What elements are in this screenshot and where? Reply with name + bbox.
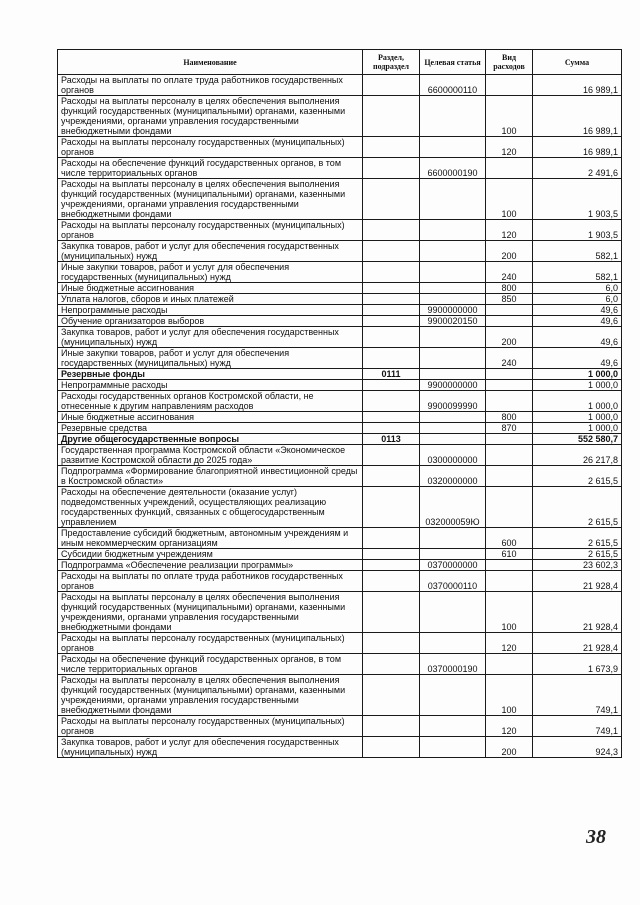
table-row	[58, 528, 622, 549]
cell-name: Расходы на выплаты персоналу в целях обеспечения выполнения функций государственных (муниципальными) органами, казенными учреждениями, органами управления государственными внебюджетными фондами	[58, 179, 363, 220]
cell-purpose: 0370000110	[420, 571, 486, 592]
table-row	[58, 262, 622, 283]
header-amount: Сумма	[533, 50, 622, 75]
table-row	[58, 560, 622, 571]
cell-amount: 6,0	[533, 283, 622, 294]
cell-purpose	[420, 716, 486, 737]
cell-name: Расходы на выплаты персоналу государственных (муниципальных) органов	[58, 716, 363, 737]
cell-type: 100	[486, 592, 533, 633]
cell-purpose: 6600000110	[420, 75, 486, 96]
cell-section	[363, 528, 420, 549]
cell-amount: 1 000,0	[533, 412, 622, 423]
cell-section	[363, 654, 420, 675]
cell-name: Иные бюджетные ассигнования	[58, 412, 363, 423]
cell-section	[363, 179, 420, 220]
cell-name: Субсидии бюджетным учреждениям	[58, 549, 363, 560]
cell-section	[363, 560, 420, 571]
cell-type: 600	[486, 528, 533, 549]
cell-amount: 21 928,4	[533, 633, 622, 654]
cell-amount: 21 928,4	[533, 571, 622, 592]
table-row	[58, 369, 622, 380]
cell-name: Государственная программа Костромской области «Экономическое развитие Костромской области до 2025 года»	[58, 445, 363, 466]
cell-name: Расходы на обеспечение функций государственных органов, в том числе территориальных органов	[58, 158, 363, 179]
header-purpose: Целевая статья	[420, 50, 486, 75]
cell-purpose	[420, 434, 486, 445]
cell-amount: 2 615,5	[533, 466, 622, 487]
cell-name: Закупка товаров, работ и услуг для обеспечения государственных (муниципальных) нужд	[58, 241, 363, 262]
cell-name: Иные закупки товаров, работ и услуг для обеспечения государственных (муниципальных) нужд	[58, 348, 363, 369]
cell-type: 100	[486, 179, 533, 220]
cell-name: Расходы государственных органов Костромской области, не отнесенные к другим направлениям расходов	[58, 391, 363, 412]
cell-purpose	[420, 675, 486, 716]
table-row	[58, 96, 622, 137]
cell-amount: 749,1	[533, 675, 622, 716]
cell-purpose: 9900099990	[420, 391, 486, 412]
cell-type	[486, 158, 533, 179]
cell-name: Иные бюджетные ассигнования	[58, 283, 363, 294]
cell-amount: 16 989,1	[533, 96, 622, 137]
cell-name: Расходы на обеспечение функций государственных органов, в том числе территориальных органов	[58, 654, 363, 675]
cell-name: Другие общегосударственные вопросы	[58, 434, 363, 445]
cell-name: Уплата налогов, сборов и иных платежей	[58, 294, 363, 305]
table-row	[58, 391, 622, 412]
cell-section	[363, 241, 420, 262]
cell-name: Предоставление субсидий бюджетным, автономным учреждениям и иным некоммерческим организациям	[58, 528, 363, 549]
cell-section	[363, 412, 420, 423]
cell-type: 800	[486, 283, 533, 294]
table-row	[58, 179, 622, 220]
table-row	[58, 220, 622, 241]
cell-purpose: 0370000000	[420, 560, 486, 571]
cell-purpose: 032000059Ю	[420, 487, 486, 528]
cell-section	[363, 487, 420, 528]
table-row	[58, 412, 622, 423]
cell-purpose	[420, 220, 486, 241]
cell-amount: 1 000,0	[533, 369, 622, 380]
cell-name: Непрограммные расходы	[58, 305, 363, 316]
table-row	[58, 327, 622, 348]
table-row	[58, 283, 622, 294]
cell-amount: 6,0	[533, 294, 622, 305]
cell-type	[486, 434, 533, 445]
table-row	[58, 654, 622, 675]
table-header-row	[58, 50, 622, 75]
cell-purpose	[420, 348, 486, 369]
cell-name: Обучение организаторов выборов	[58, 316, 363, 327]
cell-type: 610	[486, 549, 533, 560]
table-row	[58, 633, 622, 654]
cell-section	[363, 716, 420, 737]
cell-type: 240	[486, 262, 533, 283]
cell-type: 200	[486, 241, 533, 262]
cell-type: 240	[486, 348, 533, 369]
cell-purpose	[420, 327, 486, 348]
cell-name: Иные закупки товаров, работ и услуг для обеспечения государственных (муниципальных) нужд	[58, 262, 363, 283]
cell-type: 100	[486, 96, 533, 137]
cell-amount: 1 000,0	[533, 380, 622, 391]
cell-purpose	[420, 592, 486, 633]
cell-type	[486, 305, 533, 316]
cell-purpose	[420, 528, 486, 549]
cell-amount: 16 989,1	[533, 75, 622, 96]
cell-name: Резервные фонды	[58, 369, 363, 380]
table-row	[58, 592, 622, 633]
cell-type: 100	[486, 675, 533, 716]
cell-section	[363, 262, 420, 283]
cell-type: 200	[486, 327, 533, 348]
cell-purpose: 0320000000	[420, 466, 486, 487]
cell-amount: 552 580,7	[533, 434, 622, 445]
cell-amount: 49,6	[533, 305, 622, 316]
cell-section	[363, 423, 420, 434]
cell-name: Расходы на выплаты персоналу в целях обеспечения выполнения функций государственных (муниципальными) органами, казенными учреждениями, органами управления государственными внебюджетными фондами	[58, 592, 363, 633]
table-row	[58, 675, 622, 716]
cell-purpose: 6600000190	[420, 158, 486, 179]
cell-type: 120	[486, 137, 533, 158]
cell-amount: 1 000,0	[533, 391, 622, 412]
cell-purpose	[420, 369, 486, 380]
table-row	[58, 571, 622, 592]
cell-type: 850	[486, 294, 533, 305]
cell-type	[486, 487, 533, 528]
cell-amount: 924,3	[533, 737, 622, 758]
cell-type: 800	[486, 412, 533, 423]
cell-name: Расходы на выплаты персоналу в целях обеспечения выполнения функций государственных (муниципальными) органами, казенными учреждениями, органами управления государственными внебюджетными фондами	[58, 96, 363, 137]
cell-name: Закупка товаров, работ и услуг для обеспечения государственных (муниципальных) нужд	[58, 327, 363, 348]
cell-section	[363, 549, 420, 560]
table-row	[58, 380, 622, 391]
table-row	[58, 137, 622, 158]
cell-type: 120	[486, 716, 533, 737]
cell-section	[363, 571, 420, 592]
cell-purpose	[420, 179, 486, 220]
cell-amount: 1 673,9	[533, 654, 622, 675]
cell-name: Расходы на выплаты персоналу государственных (муниципальных) органов	[58, 220, 363, 241]
table-row	[58, 348, 622, 369]
cell-name: Расходы на выплаты персоналу государственных (муниципальных) органов	[58, 633, 363, 654]
page-number: 38	[586, 826, 606, 848]
cell-purpose	[420, 294, 486, 305]
cell-type	[486, 560, 533, 571]
cell-amount: 26 217,8	[533, 445, 622, 466]
cell-purpose	[420, 241, 486, 262]
cell-name: Резервные средства	[58, 423, 363, 434]
table-row	[58, 423, 622, 434]
cell-section	[363, 592, 420, 633]
cell-purpose	[420, 137, 486, 158]
table-row	[58, 294, 622, 305]
cell-purpose	[420, 262, 486, 283]
table-row	[58, 716, 622, 737]
cell-section	[363, 466, 420, 487]
cell-purpose	[420, 283, 486, 294]
cell-purpose	[420, 412, 486, 423]
cell-amount: 2 615,5	[533, 487, 622, 528]
cell-section	[363, 675, 420, 716]
cell-section	[363, 327, 420, 348]
cell-type	[486, 445, 533, 466]
cell-amount: 16 989,1	[533, 137, 622, 158]
table-row	[58, 445, 622, 466]
cell-section	[363, 96, 420, 137]
cell-type	[486, 571, 533, 592]
table-row	[58, 241, 622, 262]
cell-amount: 2 615,5	[533, 528, 622, 549]
cell-amount: 582,1	[533, 241, 622, 262]
cell-name: Расходы на выплаты по оплате труда работников государственных органов	[58, 571, 363, 592]
cell-section	[363, 445, 420, 466]
cell-name: Непрограммные расходы	[58, 380, 363, 391]
cell-amount: 582,1	[533, 262, 622, 283]
cell-amount: 23 602,3	[533, 560, 622, 571]
cell-section: 0111	[363, 369, 420, 380]
table-row	[58, 487, 622, 528]
cell-section	[363, 737, 420, 758]
cell-amount: 1 903,5	[533, 220, 622, 241]
cell-section	[363, 348, 420, 369]
cell-type	[486, 380, 533, 391]
cell-section	[363, 283, 420, 294]
cell-section	[363, 158, 420, 179]
cell-name: Подпрограмма «Обеспечение реализации программы»	[58, 560, 363, 571]
cell-amount: 49,6	[533, 316, 622, 327]
cell-type: 120	[486, 633, 533, 654]
table-row	[58, 316, 622, 327]
cell-purpose: 0370000190	[420, 654, 486, 675]
table-row	[58, 305, 622, 316]
cell-section	[363, 137, 420, 158]
cell-type	[486, 391, 533, 412]
cell-section	[363, 305, 420, 316]
header-section: Раздел, подраздел	[363, 50, 420, 75]
cell-type	[486, 369, 533, 380]
cell-section	[363, 220, 420, 241]
cell-type	[486, 75, 533, 96]
cell-name: Расходы на обеспечение деятельности (оказание услуг) подведомственных учреждений, осуществляющих реализацию государственных функций, связанных с общегосударственным управлением	[58, 487, 363, 528]
cell-purpose: 0300000000	[420, 445, 486, 466]
table-body	[58, 75, 622, 758]
table-row	[58, 549, 622, 560]
cell-section: 0113	[363, 434, 420, 445]
cell-purpose: 9900000000	[420, 380, 486, 391]
cell-section	[363, 294, 420, 305]
cell-type: 870	[486, 423, 533, 434]
cell-name: Подпрограмма «Формирование благоприятной инвестиционной среды в Костромской области»	[58, 466, 363, 487]
cell-purpose	[420, 633, 486, 654]
cell-amount: 749,1	[533, 716, 622, 737]
cell-purpose	[420, 96, 486, 137]
cell-section	[363, 391, 420, 412]
table-row	[58, 158, 622, 179]
cell-amount: 1 903,5	[533, 179, 622, 220]
cell-purpose	[420, 737, 486, 758]
table-row	[58, 466, 622, 487]
cell-type: 200	[486, 737, 533, 758]
table-row	[58, 737, 622, 758]
cell-name: Расходы на выплаты персоналу государственных (муниципальных) органов	[58, 137, 363, 158]
header-name: Наименование	[58, 50, 363, 75]
cell-purpose	[420, 549, 486, 560]
cell-name: Закупка товаров, работ и услуг для обеспечения государственных (муниципальных) нужд	[58, 737, 363, 758]
cell-amount: 49,6	[533, 327, 622, 348]
cell-type: 120	[486, 220, 533, 241]
cell-section	[363, 633, 420, 654]
cell-purpose	[420, 423, 486, 434]
cell-section	[363, 316, 420, 327]
table-row	[58, 434, 622, 445]
cell-amount: 2 491,6	[533, 158, 622, 179]
cell-type	[486, 316, 533, 327]
cell-amount: 1 000,0	[533, 423, 622, 434]
table-row	[58, 75, 622, 96]
cell-amount: 21 928,4	[533, 592, 622, 633]
cell-purpose: 9900020150	[420, 316, 486, 327]
cell-purpose: 9900000000	[420, 305, 486, 316]
cell-section	[363, 380, 420, 391]
budget-table	[57, 49, 622, 758]
cell-type	[486, 466, 533, 487]
cell-amount: 49,6	[533, 348, 622, 369]
cell-name: Расходы на выплаты персоналу в целях обеспечения выполнения функций государственных (муниципальными) органами, казенными учреждениями, органами управления государственными внебюджетными фондами	[58, 675, 363, 716]
cell-amount: 2 615,5	[533, 549, 622, 560]
cell-type	[486, 654, 533, 675]
cell-name: Расходы на выплаты по оплате труда работников государственных органов	[58, 75, 363, 96]
cell-section	[363, 75, 420, 96]
header-type: Вид расходов	[486, 50, 533, 75]
